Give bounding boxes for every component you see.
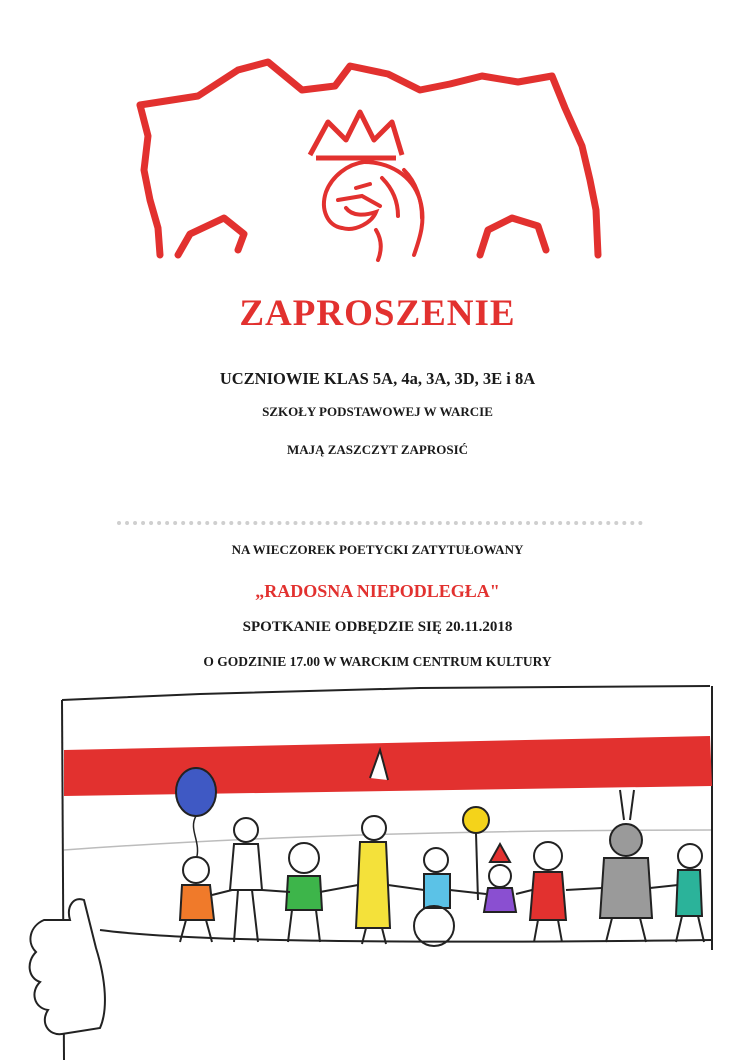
event-date-line: SPOTKANIE ODBĘDZIE SIĘ 20.11.2018 bbox=[242, 619, 513, 635]
school-line: SZKOŁY PODSTAWOWEJ W WARCIE bbox=[262, 404, 493, 419]
invitation-title: ZAPROSZENIE bbox=[239, 293, 516, 334]
invite-line: MAJĄ ZASZCZYT ZAPROSIĆ bbox=[286, 442, 469, 457]
dotted-divider bbox=[117, 521, 643, 525]
classes-line: UCZNIOWIE KLAS 5A, 4a, 3A, 3D, 3E i 8A bbox=[219, 369, 536, 388]
event-time-place-line: O GODZINIE 17.00 W WARCKIM CENTRUM KULTURY bbox=[203, 654, 552, 669]
children-flag-illustration-icon bbox=[0, 680, 755, 1063]
event-name: „RADOSNA NIEPODLEGŁA" bbox=[255, 581, 500, 601]
event-description: NA WIECZOREK POETYCKI ZATYTUŁOWANY bbox=[231, 542, 524, 557]
poland-eagle-emblem-icon bbox=[120, 50, 620, 265]
